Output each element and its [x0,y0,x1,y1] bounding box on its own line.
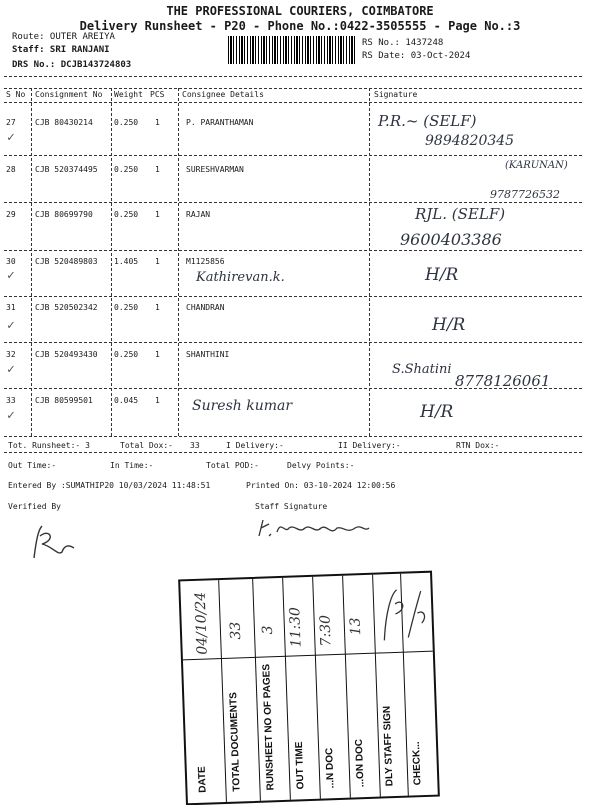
stamp-divider [252,579,261,801]
col-header-consignment: Consignment No [35,90,103,99]
drs-no: DRS No.: DCJB143724803 [12,60,132,70]
verified-by: Verified By [8,502,61,511]
staff-signature [255,514,375,542]
stamp-value-runsheet-pages: 3 [259,625,277,635]
row-weight: 0.250 [114,210,139,219]
table-bottom-line [4,436,582,437]
row-phone: 9600403386 [400,230,502,249]
row-pcs: 1 [155,118,160,127]
rs-no: RS No.: 1437248 [362,38,444,48]
row-divider [4,202,582,203]
row-divider [4,296,582,297]
stamp-label-runsheet-pages: RUNSHEET NO OF PAGES [261,663,277,791]
row-signature: H/R [420,402,454,422]
stamp-value-doc-2: 13 [347,617,365,636]
col-header-weight: Weight [114,90,143,99]
col-divider [111,88,112,436]
row-consignment: CJB 80599501 [35,396,93,405]
row-weight: 0.250 [114,350,139,359]
row-consignment: CJB 520489803 [35,257,98,266]
row-sno: 32 [6,350,16,359]
row-consignment: CJB 520502342 [35,303,98,312]
company-title: THE PROFESSIONAL COURIERS, COIMBATORE [166,4,434,18]
row-pcs: 1 [155,210,160,219]
row-sno: 33 [6,396,16,405]
route: Route: OUTER AREIYA [12,32,115,42]
row-weight: 0.250 [114,118,139,127]
ii-delivery: II Delivery:- [338,441,401,450]
out-time: Out Time:- [8,461,57,470]
stamp-value-out-time: 11:30 [287,606,305,648]
rtn-dox: RTN Dox:- [456,441,500,450]
row-pcs: 1 [155,165,160,174]
header-top-line [4,88,582,89]
row-sno: 29 [6,210,16,219]
row-divider [4,155,582,156]
row-handwritten-name: Kathirevan.k. [196,270,285,285]
col-header-consignee: Consignee Details [182,90,264,99]
printed-on: Printed On: 03-10-2024 12:00:56 [246,481,396,490]
row-sno: 28 [6,165,16,174]
stamp-divider [342,576,351,798]
stamp-label-out-time: OUT TIME [293,741,307,790]
stamp-label-staff-sign: DLY STAFF SIGN [381,705,396,787]
row-divider [4,250,582,251]
stamp-value-doc: 7:30 [317,614,335,647]
stamp-value-total-documents: 33 [227,621,245,640]
staff-signature-label: Staff Signature [255,502,328,511]
delivery-stamp [178,571,440,805]
row-sno: 31 [6,303,16,312]
row-consignee: RAJAN [186,210,211,219]
row-pcs: 1 [155,396,160,405]
row-divider [4,342,582,343]
footer-line [4,452,582,453]
row-signature: P.R.~ (SELF) [378,112,477,130]
row-weight: 0.045 [114,396,139,405]
col-divider [178,88,179,436]
i-delivery: I Delivery:- [226,441,284,450]
in-time: In Time:- [110,461,154,470]
stamp-label-total-documents: TOTAL DOCUMENTS [228,691,243,792]
stamp-label-doc: ...N DOC [324,747,337,789]
tot-runsheet: Tot. Runsheet:- 3 [8,441,90,450]
check-mark-icon: ✓ [7,362,15,377]
col-header-signature: Signature [374,90,418,99]
check-mark-icon: ✓ [7,408,15,423]
stamp-divider [218,580,227,802]
check-mark-icon: ✓ [7,318,15,333]
row-consignee: SHANTHINI [186,350,230,359]
row-signature: S.Shatini [392,362,452,377]
stamp-divider [312,577,321,799]
row-phone: 9787726532 [490,188,560,201]
col-header-sno: S No [6,90,26,99]
row-signature: H/R [432,315,466,335]
row-signature: (KARUNAN) [505,160,568,171]
stamp-label-doc-2: ...ON DOC [353,738,367,788]
check-mark-icon: ✓ [7,268,15,283]
row-phone: 9894820345 [425,133,515,149]
row-pcs: 1 [155,303,160,312]
total-dox-label: Total Dox:- [120,441,173,450]
runsheet-title: Delivery Runsheet - P20 - Phone No.:0422-3505555 - Page No.:3 [79,19,521,33]
row-consignee: CHANDRAN [186,303,225,312]
col-divider [31,88,32,436]
row-pcs: 1 [155,257,160,266]
rs-date: RS Date: 03-Oct-2024 [362,51,471,61]
staff: Staff: SRI RANJANI [12,45,110,55]
row-phone: 8778126061 [455,372,551,390]
total-dox-value: 33 [190,441,200,450]
row-consignment: CJB 520374495 [35,165,98,174]
row-weight: 0.250 [114,303,139,312]
col-header-pcs: PCS [150,90,165,99]
row-consignee: P. PARANTHAMAN [186,118,254,127]
row-weight: 1.405 [114,257,139,266]
row-consignee: SURESHVARMAN [186,165,244,174]
stamp-value-date: 04/10/24 [192,591,211,655]
row-consignment: CJB 520493430 [35,350,98,359]
stamp-label-check: CHECK... [410,741,424,786]
delvy-points: Delvy Points:- [287,461,355,470]
row-handwritten-name: Suresh kumar [192,398,293,414]
check-mark-icon: ✓ [7,130,15,145]
verifier-signature [28,522,78,564]
stamp-label-date: DATE [196,766,209,793]
total-pod: Total POD:- [206,461,259,470]
row-consignment: CJB 80699790 [35,210,93,219]
stamp-handwritten-signature [376,583,430,645]
row-weight: 0.250 [114,165,139,174]
row-sno: 27 [6,118,16,127]
row-pcs: 1 [155,350,160,359]
row-signature: H/R [425,265,459,285]
barcode [228,36,356,64]
row-consignment: CJB 80430214 [35,118,93,127]
row-consignee: M1125856 [186,257,225,266]
header-bottom-line [4,102,582,103]
row-sno: 30 [6,257,16,266]
entered-by: Entered By :SUMATHIP20 10/03/2024 11:48:51 [8,481,211,490]
col-divider [369,88,370,436]
row-divider [4,388,582,389]
row-signature: RJL. (SELF) [415,205,506,223]
table-top-line [4,76,582,77]
